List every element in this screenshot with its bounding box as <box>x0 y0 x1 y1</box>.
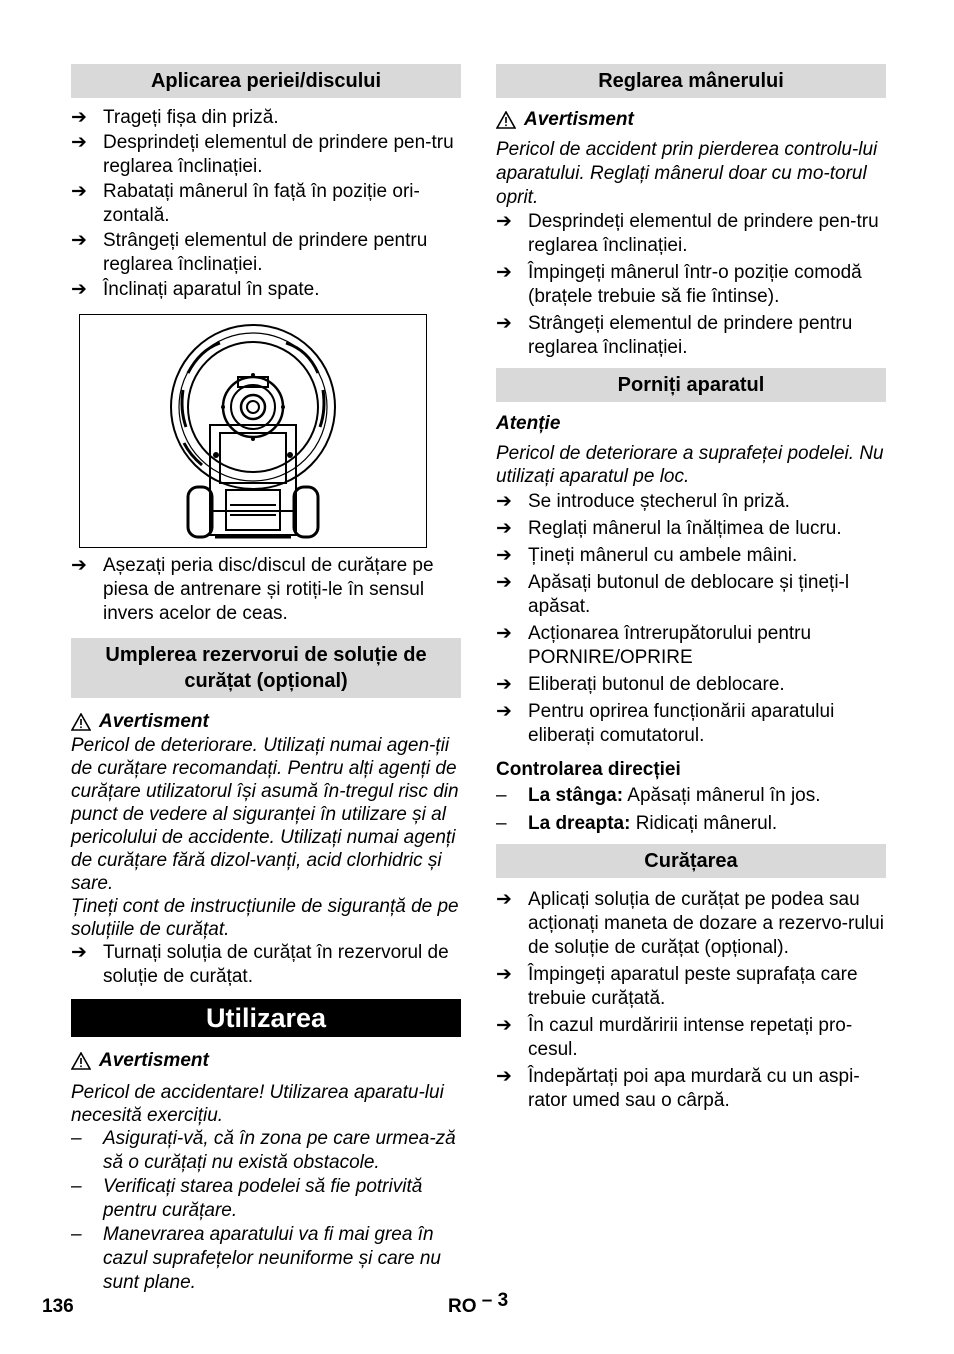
list-item: ➔ Împingeți aparatul peste suprafața care trebuie curățată. <box>496 964 858 1009</box>
list-item: ➔ Înclinați aparatul în spate. <box>71 279 320 300</box>
list-item: ➔ Împingeți mânerul într-o poziție comodă (brațele trebuie să fie întinse). <box>496 262 862 307</box>
section-title-tank: Umplerea rezervorui de soluție de curățat (opțional) <box>71 638 461 698</box>
warning-text: Pericol de accident prin pierderea controlu-lui aparatului. Reglați mânerul doar cu mo-torul oprit. <box>496 139 878 208</box>
arrow-icon: ➔ <box>71 132 87 153</box>
list-item: – La dreapta: Ridicați mânerul. <box>496 813 778 834</box>
arrow-icon: ➔ <box>71 279 87 300</box>
warning-heading: Avertisment <box>496 108 886 132</box>
section-title-clean: Curățarea <box>496 844 886 878</box>
arrow-icon: ➔ <box>496 211 512 232</box>
list-item: ➔ Strângeți elementul de prindere pentru reglarea înclinației. <box>71 230 428 275</box>
list-item: ➔ Aplicați soluția de curățat pe podea sau acționați maneta de dozare a rezervo-rului de soluție de curățat (opțional). <box>496 889 884 958</box>
warning-triangle-icon <box>71 713 91 731</box>
arrow-icon: ➔ <box>496 623 512 644</box>
language-code: RO – 3 <box>448 1290 509 1317</box>
arrow-icon: ➔ <box>496 545 512 566</box>
page-number: 136 <box>42 1296 74 1317</box>
list-item: ➔ Rabatați mânerul în față în poziție ori-zontală. <box>71 181 420 226</box>
warning-heading: Avertisment <box>71 1049 461 1073</box>
list-item: ➔ Pentru oprirea funcționării aparatului eliberați comutatorul. <box>496 701 835 746</box>
list-item: ➔ Apăsați butonul de deblocare și țineți-l apăsat. <box>496 572 850 617</box>
caution-text: Pericol de deteriorare a suprafeței podelei. Nu utilizați aparatul pe loc. <box>496 443 884 487</box>
list-item: – La stânga: Apăsați mânerul în jos. <box>496 785 821 806</box>
list-item: ➔ Eliberați butonul de deblocare. <box>496 674 785 695</box>
list-item: – Asigurați-vă, că în zona pe care urmea-ză să o curățați nu există obstacole. <box>71 1128 456 1173</box>
list-item: ➔ Reglați mânerul la înălțimea de lucru. <box>496 518 842 539</box>
arrow-icon: ➔ <box>496 491 512 512</box>
chapter-title: Utilizarea <box>71 999 461 1037</box>
arrow-icon: ➔ <box>71 181 87 202</box>
list-item: ➔ Se introduce ștecherul în priză. <box>496 491 790 512</box>
list-item: ➔ Țineți mânerul cu ambele mâini. <box>496 545 798 566</box>
arrow-icon: ➔ <box>496 889 512 910</box>
arrow-icon: ➔ <box>496 572 512 593</box>
warning-triangle-icon <box>496 111 516 129</box>
arrow-icon: ➔ <box>496 674 512 695</box>
section-title-brush: Aplicarea periei/discului <box>71 64 461 98</box>
list-item: ➔ În cazul murdăririi intense repetați pro-cesul. <box>496 1015 853 1060</box>
arrow-icon: ➔ <box>496 262 512 283</box>
arrow-icon: ➔ <box>496 964 512 985</box>
note-text: Țineți cont de instrucțiunile de siguranță de pe soluțiile de curățat. <box>71 896 459 940</box>
floor-machine-drawing <box>80 315 426 547</box>
list-item: ➔ Așezați peria disc/discul de curățare pe piesa de antrenare și rotiți-le în sensul invers acelor de ceas. <box>71 555 434 624</box>
arrow-icon: ➔ <box>71 555 87 576</box>
warning-heading: Avertisment <box>71 710 461 734</box>
list-item: – Manevrarea aparatului va fi mai grea în cazul suprafețelor neuniforme și care nu sunt plane. <box>71 1224 441 1293</box>
caution-heading: Atenție <box>496 413 561 434</box>
arrow-icon: ➔ <box>496 701 512 722</box>
list-item: ➔ Strângeți elementul de prindere pentru reglarea înclinației. <box>496 313 853 358</box>
arrow-icon: ➔ <box>496 1066 512 1087</box>
arrow-icon: ➔ <box>496 313 512 334</box>
list-item: – Verificați starea podelei să fie potrivită pentru curățare. <box>71 1176 423 1221</box>
list-item: ➔ Turnați soluția de curățat în rezervorul de soluție de curățat. <box>71 942 449 987</box>
warning-text: Pericol de accidentare! Utilizarea aparatu-lui necesită exercițiu. <box>71 1082 444 1126</box>
arrow-icon: ➔ <box>71 942 87 963</box>
direction-title: Controlarea direcției <box>496 759 681 780</box>
list-item: ➔ Desprindeți elementul de prindere pen-tru reglarea înclinației. <box>71 132 454 177</box>
right-column <box>496 64 886 1113</box>
arrow-icon: ➔ <box>71 107 87 128</box>
section-title-handle: Reglarea mânerului <box>496 64 886 98</box>
warning-text: Pericol de deteriorare. Utilizați numai agen-ții de curățare recomandați. Pentru alți agenți de curățare utilizatorul își asumă în-tregul risc din punct de vedere al siguranței în utilizare și al pericolului de accidente. Utilizați numai agenți de curățare fără dizol-vanți, acid clorhidric și sare. <box>71 735 459 894</box>
list-item: ➔ Desprindeți elementul de prindere pen-tru reglarea înclinației. <box>496 211 879 256</box>
brush-steps <box>71 106 461 302</box>
list-item: ➔ Acționarea întrerupătorului pentru PORNIRE/OPRIRE <box>496 623 812 668</box>
warning-triangle-icon <box>71 1052 91 1070</box>
arrow-icon: ➔ <box>496 518 512 539</box>
section-title-start: Porniți aparatul <box>496 368 886 402</box>
left-column <box>71 64 461 1295</box>
list-item: ➔ Îndepărtați poi apa murdară cu un aspi-rator umed sau o cârpă. <box>496 1066 860 1111</box>
arrow-icon: ➔ <box>496 1015 512 1036</box>
machine-illustration <box>79 314 427 548</box>
arrow-icon: ➔ <box>71 230 87 251</box>
list-item: ➔ Trageți fișa din priză. <box>71 107 279 128</box>
